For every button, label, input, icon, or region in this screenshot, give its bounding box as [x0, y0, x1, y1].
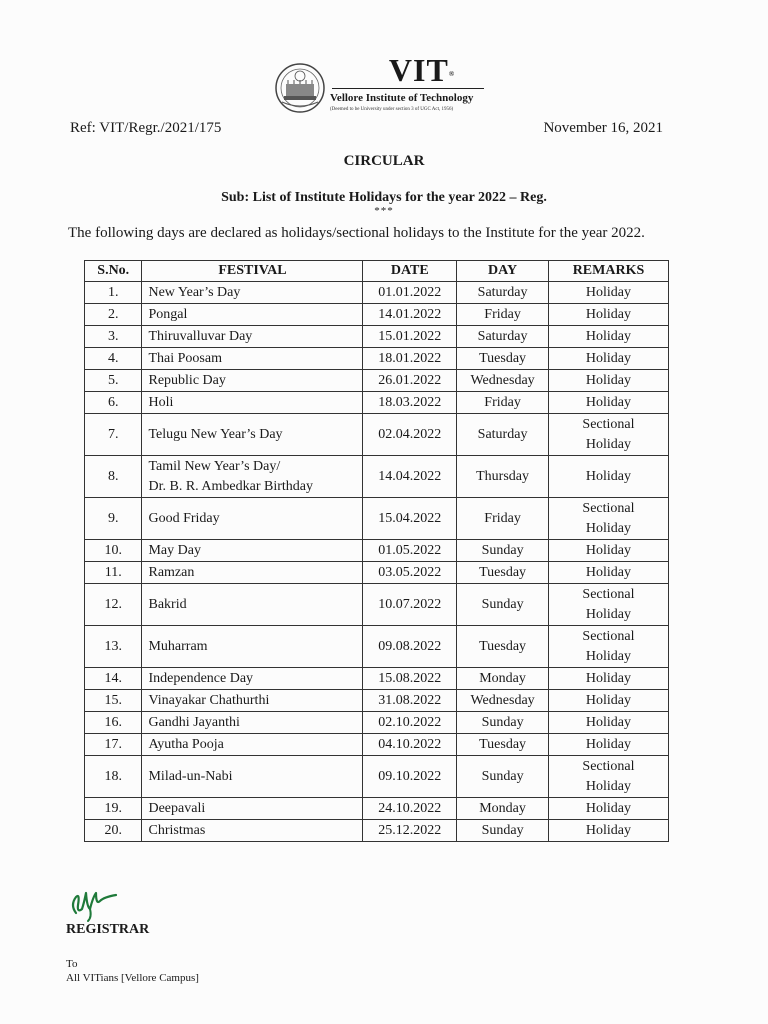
signatory: REGISTRAR	[66, 922, 150, 937]
cell-remarks-text: Holiday	[585, 736, 632, 752]
cell-date-text: 31.08.2022	[378, 692, 442, 708]
cell-festival-text: Ramzan	[148, 564, 195, 580]
table-header-row	[85, 261, 669, 282]
cell-remarks-text: Sectional	[582, 628, 635, 644]
table-row	[85, 626, 669, 668]
header-date: DATE	[363, 261, 457, 282]
table-row	[85, 562, 669, 584]
cell-remarks	[548, 798, 668, 820]
cell-festival-text: Republic Day	[148, 372, 226, 388]
cell-day	[457, 668, 549, 690]
cell-day-text: Friday	[484, 510, 521, 526]
cell-sno	[85, 798, 142, 820]
cell-date	[363, 584, 457, 626]
cell-sno	[85, 562, 142, 584]
cell-date-text: 26.01.2022	[378, 372, 442, 388]
cell-day-text: Tuesday	[479, 638, 527, 654]
cell-remarks-text: Holiday	[585, 306, 632, 322]
cell-day	[457, 626, 549, 668]
cell-day	[457, 304, 549, 326]
cell-remarks	[548, 668, 668, 690]
table-row	[85, 756, 669, 798]
cell-day	[457, 282, 549, 304]
cell-festival-text: Milad-un-Nabi	[148, 768, 233, 784]
table-row	[85, 414, 669, 456]
table-row	[85, 456, 669, 498]
cell-festival-text: May Day	[148, 542, 201, 558]
cell-day	[457, 756, 549, 798]
cell-remarks-text: Holiday	[585, 822, 632, 838]
cell-date-text: 03.05.2022	[378, 564, 442, 580]
table-row	[85, 370, 669, 392]
cell-remarks-text: Holiday	[585, 372, 632, 388]
table-row	[85, 820, 669, 842]
cell-date-text: 25.12.2022	[378, 822, 442, 838]
header-remarks: REMARKS	[548, 261, 668, 282]
cell-remarks-text: Holiday	[585, 778, 632, 794]
institute-name: Vellore Institute of Technology	[330, 92, 474, 104]
table-row	[85, 498, 669, 540]
cell-remarks-text: Sectional	[582, 758, 635, 774]
cell-sno	[85, 282, 142, 304]
cell-remarks	[548, 584, 668, 626]
cell-day-text: Sunday	[481, 596, 524, 612]
cell-remarks-text: Holiday	[585, 328, 632, 344]
table-row	[85, 392, 669, 414]
cell-festival-text: Vinayakar Chathurthi	[148, 692, 270, 708]
cell-day-text: Tuesday	[479, 350, 527, 366]
cell-sno-text: 7.	[107, 426, 119, 442]
cell-date	[363, 690, 457, 712]
cell-day	[457, 540, 549, 562]
cell-remarks-text: Holiday	[585, 350, 632, 366]
cell-sno-text: 18.	[104, 768, 122, 784]
cell-day-text: Sunday	[481, 822, 524, 838]
header-day: DAY	[457, 261, 549, 282]
cell-remarks-text: Holiday	[585, 606, 632, 622]
cell-day-text: Saturday	[477, 426, 528, 442]
cell-date-text: 02.04.2022	[378, 426, 442, 442]
cell-date-text: 01.01.2022	[378, 284, 442, 300]
cell-remarks	[548, 756, 668, 798]
cell-festival-text: Dr. B. R. Ambedkar Birthday	[148, 478, 313, 494]
cell-date-text: 18.03.2022	[378, 394, 442, 410]
cell-remarks	[548, 734, 668, 756]
cell-sno-text: 13.	[104, 638, 122, 654]
cell-date	[363, 626, 457, 668]
cell-date	[363, 540, 457, 562]
cell-day	[457, 562, 549, 584]
cell-sno-text: 14.	[104, 670, 122, 686]
cell-day-text: Sunday	[481, 714, 524, 730]
cell-remarks	[548, 690, 668, 712]
registered-mark: ®	[448, 70, 456, 78]
cell-festival	[142, 798, 363, 820]
cell-day-text: Tuesday	[479, 564, 527, 580]
cell-festival	[142, 626, 363, 668]
cell-sno-text: 10.	[104, 542, 122, 558]
vit-seal-icon	[274, 62, 326, 114]
intro-text: The following days are declared as holidays/sectional holidays to the Institute for the year 2022.	[68, 225, 645, 241]
cell-date	[363, 456, 457, 498]
holiday-table	[84, 260, 669, 842]
to-label: To	[66, 958, 78, 970]
cell-remarks-text: Sectional	[582, 416, 635, 432]
cell-festival	[142, 562, 363, 584]
cell-remarks-text: Holiday	[585, 800, 632, 816]
cell-sno-text: 6.	[107, 394, 119, 410]
cell-day-text: Sunday	[481, 542, 524, 558]
cell-date	[363, 820, 457, 842]
cell-day-text: Saturday	[477, 328, 528, 344]
cell-sno-text: 3.	[107, 328, 119, 344]
cell-sno-text: 17.	[104, 736, 122, 752]
cell-sno-text: 8.	[107, 468, 119, 484]
table-row	[85, 304, 669, 326]
cell-festival	[142, 690, 363, 712]
cell-date-text: 04.10.2022	[378, 736, 442, 752]
cell-date	[363, 562, 457, 584]
cell-day	[457, 820, 549, 842]
cell-festival-text: Independence Day	[148, 670, 254, 686]
table-row	[85, 282, 669, 304]
circular-date: November 16, 2021	[543, 120, 663, 136]
cell-date-text: 15.01.2022	[378, 328, 442, 344]
cell-remarks-text: Holiday	[585, 542, 632, 558]
cell-festival	[142, 734, 363, 756]
cell-day	[457, 392, 549, 414]
cell-day	[457, 370, 549, 392]
cell-festival	[142, 304, 363, 326]
cell-date	[363, 392, 457, 414]
cell-remarks-text: Holiday	[585, 670, 632, 686]
cell-date-text: 09.08.2022	[378, 638, 442, 654]
recipient: All VITians [Vellore Campus]	[66, 972, 199, 984]
cell-date-text: 02.10.2022	[378, 714, 442, 730]
cell-remarks	[548, 326, 668, 348]
cell-remarks-text: Sectional	[582, 586, 635, 602]
cell-remarks	[548, 414, 668, 456]
table-row	[85, 734, 669, 756]
cell-festival	[142, 326, 363, 348]
institute-subtitle: (Deemed to be University under section 3 of UGC Act, 1956)	[330, 107, 454, 112]
cell-festival-text: Deepavali	[148, 800, 206, 816]
cell-festival-text: Thiruvalluvar Day	[148, 328, 253, 344]
header-festival: FESTIVAL	[142, 261, 363, 282]
cell-festival-text: New Year’s Day	[148, 284, 241, 300]
cell-day-text: Sunday	[481, 768, 524, 784]
cell-festival	[142, 540, 363, 562]
table-row	[85, 326, 669, 348]
cell-festival	[142, 498, 363, 540]
cell-festival	[142, 414, 363, 456]
cell-festival-text: Ayutha Pooja	[148, 736, 224, 752]
cell-date	[363, 370, 457, 392]
cell-day	[457, 348, 549, 370]
cell-festival	[142, 668, 363, 690]
cell-remarks-text: Holiday	[585, 394, 632, 410]
cell-remarks	[548, 498, 668, 540]
cell-festival	[142, 456, 363, 498]
cell-sno-text: 11.	[104, 564, 122, 580]
cell-sno	[85, 690, 142, 712]
cell-date-text: 01.05.2022	[378, 542, 442, 558]
cell-remarks	[548, 456, 668, 498]
cell-sno	[85, 584, 142, 626]
cell-remarks	[548, 348, 668, 370]
cell-date	[363, 756, 457, 798]
cell-sno	[85, 712, 142, 734]
cell-festival-text: Christmas	[148, 822, 206, 838]
table-row	[85, 798, 669, 820]
page-title: CIRCULAR	[343, 153, 425, 169]
cell-day-text: Friday	[484, 306, 521, 322]
cell-sno-text: 16.	[104, 714, 122, 730]
cell-remarks	[548, 712, 668, 734]
cell-festival-text: Gandhi Jayanthi	[148, 714, 240, 730]
cell-festival-text: Bakrid	[148, 596, 187, 612]
cell-date	[363, 498, 457, 540]
cell-date-text: 15.04.2022	[378, 510, 442, 526]
cell-day	[457, 326, 549, 348]
cell-date	[363, 304, 457, 326]
cell-festival-text: Good Friday	[148, 510, 220, 526]
cell-festival-text: Holi	[148, 394, 174, 410]
cell-festival-text: Thai Poosam	[148, 350, 222, 366]
cell-day	[457, 584, 549, 626]
cell-date	[363, 414, 457, 456]
cell-remarks-text: Holiday	[585, 520, 632, 536]
cell-date	[363, 712, 457, 734]
cell-sno	[85, 498, 142, 540]
cell-day	[457, 690, 549, 712]
cell-sno	[85, 734, 142, 756]
separator: ***	[374, 205, 394, 217]
cell-sno-text: 9.	[107, 510, 119, 526]
cell-sno	[85, 304, 142, 326]
cell-festival	[142, 282, 363, 304]
cell-remarks-text: Holiday	[585, 564, 632, 580]
cell-sno-text: 2.	[107, 306, 119, 322]
cell-day-text: Saturday	[477, 284, 528, 300]
logo-divider	[332, 88, 484, 89]
cell-day-text: Wednesday	[470, 372, 535, 388]
cell-date-text: 14.01.2022	[378, 306, 442, 322]
cell-date-text: 18.01.2022	[378, 350, 442, 366]
cell-day-text: Wednesday	[470, 692, 535, 708]
cell-date	[363, 282, 457, 304]
cell-festival	[142, 756, 363, 798]
table-row	[85, 348, 669, 370]
cell-sno	[85, 756, 142, 798]
cell-day	[457, 734, 549, 756]
header-sno: S.No.	[85, 261, 142, 282]
cell-sno	[85, 668, 142, 690]
cell-festival	[142, 392, 363, 414]
cell-date	[363, 668, 457, 690]
cell-sno-text: 15.	[104, 692, 122, 708]
cell-date-text: 15.08.2022	[378, 670, 442, 686]
cell-sno	[85, 370, 142, 392]
cell-remarks	[548, 282, 668, 304]
cell-remarks	[548, 370, 668, 392]
cell-sno-text: 4.	[107, 350, 119, 366]
cell-sno	[85, 540, 142, 562]
cell-date	[363, 798, 457, 820]
cell-sno-text: 19.	[104, 800, 122, 816]
cell-remarks-text: Holiday	[585, 284, 632, 300]
cell-remarks	[548, 392, 668, 414]
cell-date	[363, 348, 457, 370]
cell-date-text: 10.07.2022	[378, 596, 442, 612]
cell-sno	[85, 820, 142, 842]
cell-remarks-text: Holiday	[585, 714, 632, 730]
cell-remarks-text: Holiday	[585, 436, 632, 452]
cell-remarks	[548, 562, 668, 584]
cell-festival	[142, 712, 363, 734]
cell-festival-text: Telugu New Year’s Day	[148, 426, 283, 442]
cell-sno	[85, 414, 142, 456]
cell-festival-text: Tamil New Year’s Day/	[148, 458, 281, 474]
cell-day-text: Thursday	[476, 468, 529, 484]
reference-number: Ref: VIT/Regr./2021/175	[70, 120, 222, 136]
cell-festival	[142, 820, 363, 842]
cell-remarks-text: Sectional	[582, 500, 635, 516]
cell-day-text: Friday	[484, 394, 521, 410]
cell-day-text: Tuesday	[479, 736, 527, 752]
cell-festival	[142, 348, 363, 370]
cell-festival-text: Muharram	[148, 638, 208, 654]
cell-remarks-text: Holiday	[585, 692, 632, 708]
cell-day	[457, 712, 549, 734]
cell-remarks	[548, 820, 668, 842]
cell-sno-text: 20.	[104, 822, 122, 838]
signature-icon	[66, 883, 126, 923]
cell-sno	[85, 626, 142, 668]
subject-line: Sub: List of Institute Holidays for the year 2022 – Reg.	[221, 190, 547, 205]
cell-day-text: Monday	[479, 670, 526, 686]
cell-date-text: 09.10.2022	[378, 768, 442, 784]
cell-festival-text: Pongal	[148, 306, 188, 322]
table-row	[85, 584, 669, 626]
cell-day	[457, 498, 549, 540]
table-row	[85, 712, 669, 734]
cell-remarks	[548, 626, 668, 668]
cell-day-text: Monday	[479, 800, 526, 816]
table-row	[85, 540, 669, 562]
cell-festival	[142, 584, 363, 626]
cell-date	[363, 326, 457, 348]
cell-remarks-text: Holiday	[585, 468, 632, 484]
cell-date-text: 24.10.2022	[378, 800, 442, 816]
table-row	[85, 690, 669, 712]
cell-sno	[85, 326, 142, 348]
cell-date	[363, 734, 457, 756]
cell-sno-text: 12.	[104, 596, 122, 612]
cell-remarks	[548, 540, 668, 562]
cell-sno	[85, 456, 142, 498]
cell-remarks-text: Holiday	[585, 648, 632, 664]
logo-wordmark: VIT®	[388, 52, 456, 88]
cell-day	[457, 414, 549, 456]
table-row	[85, 668, 669, 690]
cell-sno-text: 1.	[107, 284, 119, 300]
cell-festival	[142, 370, 363, 392]
cell-day	[457, 798, 549, 820]
cell-date-text: 14.04.2022	[378, 468, 442, 484]
cell-remarks	[548, 304, 668, 326]
cell-sno	[85, 348, 142, 370]
cell-day	[457, 456, 549, 498]
cell-sno	[85, 392, 142, 414]
cell-sno-text: 5.	[107, 372, 119, 388]
